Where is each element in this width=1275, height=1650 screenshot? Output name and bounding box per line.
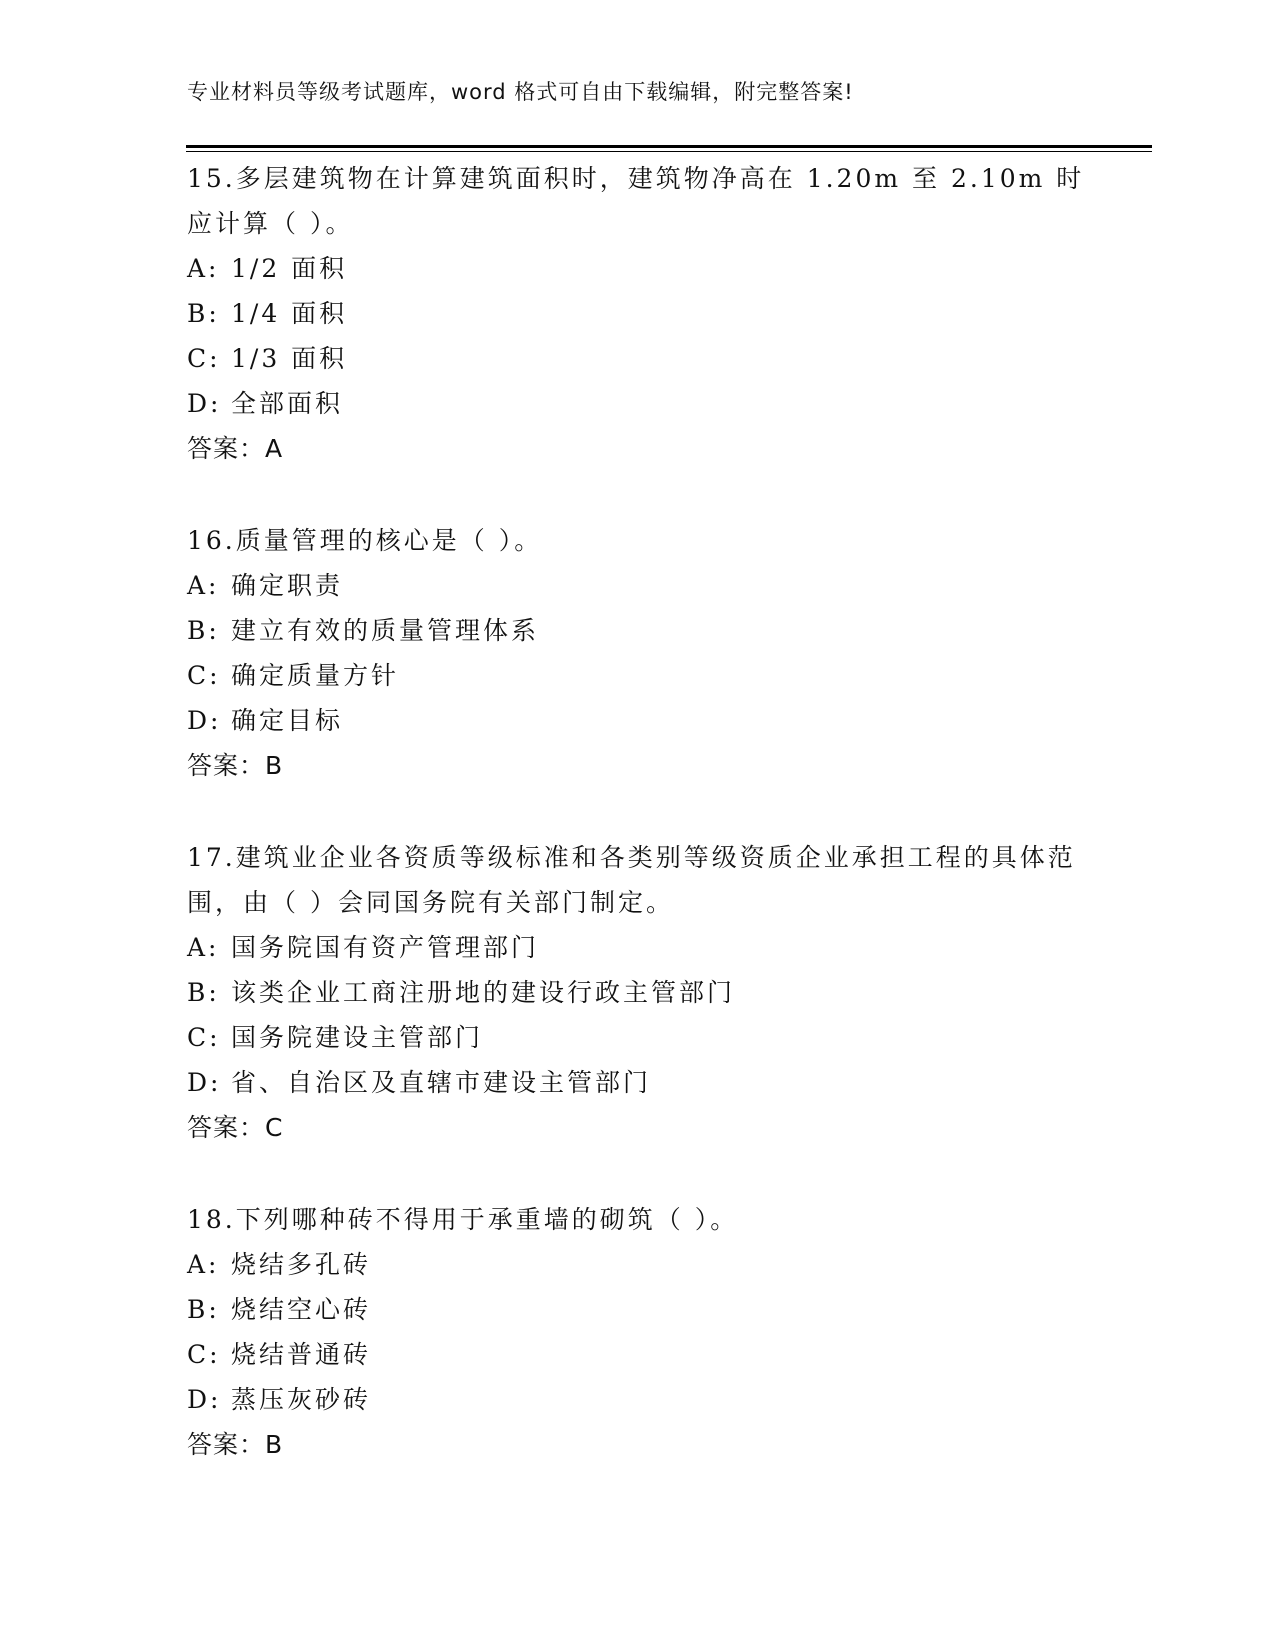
option-letter: A: [187, 254, 220, 283]
option-c [187, 653, 1087, 698]
option-text: 确定目标 [231, 706, 344, 735]
option-text: 烧结空心砖 [231, 1295, 372, 1324]
option-a [187, 1242, 1087, 1287]
option-text: 蒸压灰砂砖 [231, 1385, 372, 1414]
option-c [187, 1332, 1087, 1377]
option-text: 全部面积 [231, 389, 344, 418]
option-b [187, 291, 1087, 336]
option-d [187, 1060, 1087, 1105]
option-letter: D: [187, 1068, 222, 1097]
question-stem: 18.下列哪种砖不得用于承重墙的砌筑（ ）。 [187, 1205, 739, 1234]
option-text: 国务院建设主管部门 [231, 1023, 484, 1052]
option-letter: B: [187, 299, 220, 328]
option-b [187, 1287, 1087, 1332]
question-item [187, 156, 1087, 472]
option-d [187, 1377, 1087, 1422]
answer-line: 答案：B [187, 1430, 284, 1459]
option-letter: A: [187, 933, 220, 962]
option-d [187, 698, 1087, 743]
option-b [187, 608, 1087, 653]
option-letter: A: [187, 571, 220, 600]
option-letter: C: [187, 1340, 221, 1369]
option-text: 建立有效的质量管理体系 [231, 616, 540, 645]
question-stem: 16.质量管理的核心是（ ）。 [187, 526, 543, 555]
option-text: 该类企业工商注册地的建设行政主管部门 [231, 978, 736, 1007]
question-item [187, 518, 1087, 789]
question-list [187, 156, 1087, 1514]
option-letter: B: [187, 978, 220, 1007]
option-letter: B: [187, 1295, 220, 1324]
option-text: 国务院国有资产管理部门 [231, 933, 540, 962]
option-text: 省、自治区及直辖市建设主管部门 [231, 1068, 652, 1097]
option-c [187, 336, 1087, 381]
answer-line: 答案：C [187, 1113, 284, 1142]
page-header: 专业材料员等级考试题库，word 格式可自由下载编辑，附完整答案! [187, 80, 854, 104]
option-c [187, 1015, 1087, 1060]
option-a [187, 925, 1087, 970]
option-text: 烧结多孔砖 [231, 1250, 372, 1279]
option-letter: D: [187, 389, 222, 418]
question-item [187, 835, 1087, 1151]
option-letter: A: [187, 1250, 220, 1279]
option-letter: C: [187, 1023, 221, 1052]
question-stem: 15.多层建筑物在计算建筑面积时，建筑物净高在 1.20m 至 2.10m 时应计算（ ）。 [187, 164, 1085, 238]
option-a [187, 246, 1087, 291]
option-d [187, 381, 1087, 426]
header-rule-thick [186, 145, 1152, 148]
option-b [187, 970, 1087, 1015]
option-letter: C: [187, 661, 221, 690]
option-letter: D: [187, 706, 222, 735]
option-text: 1/2 面积 [231, 254, 348, 283]
option-letter: D: [187, 1385, 222, 1414]
answer-line: 答案：A [187, 434, 284, 463]
question-stem: 17.建筑业企业各资质等级标准和各类别等级资质企业承担工程的具体范围，由（ ）会同国务院有关部门制定。 [187, 843, 1076, 917]
option-text: 1/4 面积 [231, 299, 348, 328]
option-text: 烧结普通砖 [231, 1340, 372, 1369]
option-letter: C: [187, 344, 221, 373]
header-rule-thin [186, 151, 1152, 152]
option-letter: B: [187, 616, 220, 645]
option-text: 1/3 面积 [231, 344, 348, 373]
option-text: 确定质量方针 [231, 661, 400, 690]
question-item [187, 1197, 1087, 1468]
option-a [187, 563, 1087, 608]
answer-line: 答案：B [187, 751, 284, 780]
option-text: 确定职责 [231, 571, 344, 600]
